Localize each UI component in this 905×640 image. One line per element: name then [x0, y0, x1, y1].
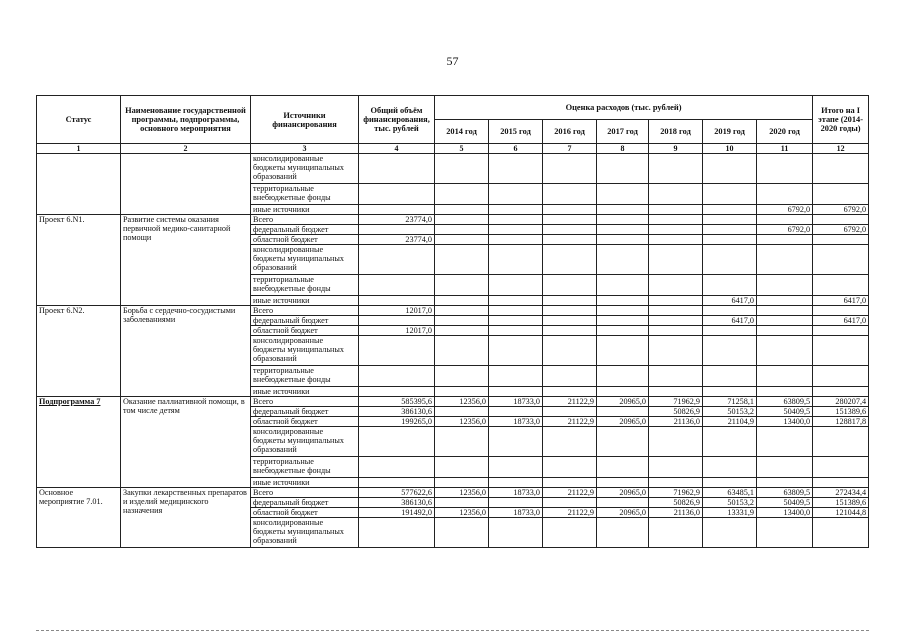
row-value — [543, 316, 597, 326]
row-value — [597, 316, 649, 326]
column-number: 9 — [649, 144, 703, 154]
row-value — [435, 427, 489, 457]
column-number: 7 — [543, 144, 597, 154]
row-value — [435, 306, 489, 316]
row-value: 6792,0 — [813, 205, 869, 215]
row-value — [543, 387, 597, 397]
row-value — [757, 518, 813, 548]
row-value — [649, 316, 703, 326]
row-value: 280207,4 — [813, 397, 869, 407]
row-value: 12356,0 — [435, 397, 489, 407]
row-value — [359, 205, 435, 215]
row-status — [37, 154, 121, 215]
column-number: 2 — [121, 144, 251, 154]
header-year: 2019 год — [703, 120, 757, 144]
row-value — [757, 366, 813, 387]
row-source: федеральный бюджет — [251, 498, 359, 508]
row-value — [703, 387, 757, 397]
header-year: 2017 год — [597, 120, 649, 144]
row-value: 50153,2 — [703, 407, 757, 417]
row-value — [813, 518, 869, 548]
table-row — [37, 306, 869, 316]
row-value — [813, 387, 869, 397]
row-value — [597, 275, 649, 296]
row-value — [757, 326, 813, 336]
row-source: консолидированные бюджеты муниципальных образований — [251, 427, 359, 457]
row-value — [757, 245, 813, 275]
row-value — [489, 518, 543, 548]
row-value — [543, 457, 597, 478]
row-value — [703, 275, 757, 296]
row-value: 23774,0 — [359, 235, 435, 245]
row-value — [597, 205, 649, 215]
row-value — [649, 184, 703, 205]
row-value — [359, 336, 435, 366]
row-status-text: Основное мероприятие 7.01. — [39, 488, 103, 506]
header-status: Статус — [37, 96, 121, 144]
row-value — [649, 296, 703, 306]
row-value — [543, 205, 597, 215]
row-value — [813, 275, 869, 296]
row-value: 20965,0 — [597, 508, 649, 518]
row-value — [757, 306, 813, 316]
row-value — [543, 336, 597, 366]
row-value — [435, 184, 489, 205]
row-value — [489, 245, 543, 275]
row-value — [489, 336, 543, 366]
page-number: 57 — [446, 54, 459, 68]
row-value: 63485,1 — [703, 488, 757, 498]
row-value: 21122,9 — [543, 488, 597, 498]
row-value: 12017,0 — [359, 326, 435, 336]
row-value — [435, 235, 489, 245]
row-source: областной бюджет — [251, 508, 359, 518]
row-value — [359, 427, 435, 457]
row-value — [435, 296, 489, 306]
row-value — [597, 518, 649, 548]
row-value — [703, 366, 757, 387]
row-value: 63809,5 — [757, 488, 813, 498]
row-value — [649, 235, 703, 245]
row-value — [703, 205, 757, 215]
column-number: 6 — [489, 144, 543, 154]
row-value — [703, 336, 757, 366]
row-source: федеральный бюджет — [251, 225, 359, 235]
header-name: Наименование государственной программы, подпрограммы, основного мероприятия — [121, 96, 251, 144]
row-value: 12356,0 — [435, 488, 489, 498]
row-value — [489, 457, 543, 478]
row-value — [435, 245, 489, 275]
row-value — [359, 275, 435, 296]
row-value — [703, 245, 757, 275]
row-value — [435, 225, 489, 235]
row-value: 21122,9 — [543, 397, 597, 407]
row-value — [757, 154, 813, 184]
row-value — [597, 336, 649, 366]
table-row — [37, 215, 869, 225]
row-value — [597, 427, 649, 457]
row-value — [757, 336, 813, 366]
row-value — [757, 184, 813, 205]
row-value: 20965,0 — [597, 397, 649, 407]
row-value — [359, 316, 435, 326]
row-status — [37, 215, 121, 306]
row-value — [597, 215, 649, 225]
row-value — [703, 235, 757, 245]
row-value: 128817,8 — [813, 417, 869, 427]
row-value — [543, 154, 597, 184]
row-value — [813, 306, 869, 316]
row-value: 21122,9 — [543, 417, 597, 427]
row-value: 50409,5 — [757, 498, 813, 508]
budget-table — [36, 95, 869, 548]
row-value: 20965,0 — [597, 417, 649, 427]
column-number: 8 — [597, 144, 649, 154]
row-value — [543, 326, 597, 336]
row-value: 21104,9 — [703, 417, 757, 427]
row-value: 13400,0 — [757, 417, 813, 427]
row-value — [597, 235, 649, 245]
row-value — [703, 306, 757, 316]
row-value — [813, 235, 869, 245]
row-source: территориальные внебюджетные фонды — [251, 184, 359, 205]
row-value — [435, 316, 489, 326]
row-value: 18733,0 — [489, 397, 543, 407]
row-source: территориальные внебюджетные фонды — [251, 275, 359, 296]
row-value: 71258,1 — [703, 397, 757, 407]
row-value — [489, 225, 543, 235]
row-value: 199265,0 — [359, 417, 435, 427]
row-name: Закупки лекарственных препаратов и изделий медицинского назначения — [121, 488, 251, 548]
row-value: 63809,5 — [757, 397, 813, 407]
row-value — [543, 366, 597, 387]
row-value — [359, 366, 435, 387]
row-value — [649, 275, 703, 296]
row-value — [543, 296, 597, 306]
row-source: Всего — [251, 488, 359, 498]
row-value — [359, 154, 435, 184]
row-value — [649, 306, 703, 316]
row-value: 21136,0 — [649, 508, 703, 518]
row-value: 272434,4 — [813, 488, 869, 498]
row-source: Всего — [251, 215, 359, 225]
row-value — [435, 205, 489, 215]
row-value — [757, 215, 813, 225]
row-value: 18733,0 — [489, 417, 543, 427]
row-value — [597, 306, 649, 316]
row-source: иные источники — [251, 205, 359, 215]
row-value — [543, 306, 597, 316]
row-value: 71962,9 — [649, 397, 703, 407]
row-value — [649, 225, 703, 235]
row-value: 50826,9 — [649, 498, 703, 508]
row-value — [813, 336, 869, 366]
row-value: 151389,6 — [813, 498, 869, 508]
row-value — [649, 427, 703, 457]
column-number: 5 — [435, 144, 489, 154]
header-year: 2014 год — [435, 120, 489, 144]
row-value — [489, 387, 543, 397]
row-value — [813, 245, 869, 275]
row-value: 12017,0 — [359, 306, 435, 316]
row-source: областной бюджет — [251, 235, 359, 245]
row-source: иные источники — [251, 387, 359, 397]
column-number: 11 — [757, 144, 813, 154]
row-value — [813, 457, 869, 478]
row-source: территориальные внебюджетные фонды — [251, 457, 359, 478]
row-value — [757, 457, 813, 478]
row-value — [489, 296, 543, 306]
row-source: федеральный бюджет — [251, 316, 359, 326]
row-value — [703, 326, 757, 336]
row-value — [757, 427, 813, 457]
row-value — [649, 336, 703, 366]
row-value — [359, 387, 435, 397]
row-value: 20965,0 — [597, 488, 649, 498]
row-value: 18733,0 — [489, 508, 543, 518]
row-value — [597, 498, 649, 508]
row-value — [435, 366, 489, 387]
row-value — [813, 478, 869, 488]
row-value: 13400,0 — [757, 508, 813, 518]
row-value: 386130,6 — [359, 498, 435, 508]
row-status-text: Подпрограмма 7 — [39, 397, 101, 406]
row-source: иные источники — [251, 296, 359, 306]
column-number: 4 — [359, 144, 435, 154]
row-value — [597, 225, 649, 235]
row-value — [489, 366, 543, 387]
header-year: 2015 год — [489, 120, 543, 144]
row-name — [121, 154, 251, 215]
row-status — [37, 488, 121, 548]
row-value — [649, 215, 703, 225]
row-value — [757, 478, 813, 488]
row-value — [489, 184, 543, 205]
row-value — [649, 366, 703, 387]
row-value — [597, 154, 649, 184]
row-value — [757, 316, 813, 326]
row-value: 50826,9 — [649, 407, 703, 417]
row-value: 6792,0 — [757, 225, 813, 235]
row-value — [435, 457, 489, 478]
header-year: 2018 год — [649, 120, 703, 144]
row-value — [543, 215, 597, 225]
row-value — [543, 275, 597, 296]
row-value — [359, 296, 435, 306]
row-value: 6417,0 — [703, 316, 757, 326]
row-value — [757, 387, 813, 397]
row-value — [543, 407, 597, 417]
header-year: 2020 год — [757, 120, 813, 144]
row-value — [597, 245, 649, 275]
row-value — [359, 457, 435, 478]
row-value — [543, 498, 597, 508]
row-value — [543, 478, 597, 488]
row-value — [813, 326, 869, 336]
row-value: 13331,9 — [703, 508, 757, 518]
row-source: консолидированные бюджеты муниципальных образований — [251, 518, 359, 548]
row-source: Всего — [251, 306, 359, 316]
row-value — [813, 427, 869, 457]
row-value — [359, 518, 435, 548]
row-value — [435, 478, 489, 488]
row-value: 577622,6 — [359, 488, 435, 498]
row-value: 6792,0 — [813, 225, 869, 235]
row-value: 585395,6 — [359, 397, 435, 407]
row-value — [649, 205, 703, 215]
row-value — [597, 296, 649, 306]
row-value — [813, 215, 869, 225]
row-value — [435, 336, 489, 366]
row-value — [649, 154, 703, 184]
row-value — [649, 387, 703, 397]
row-source: консолидированные бюджеты муниципальных образований — [251, 154, 359, 184]
row-source: областной бюджет — [251, 326, 359, 336]
row-value — [489, 407, 543, 417]
row-value — [703, 154, 757, 184]
row-value — [813, 154, 869, 184]
row-value — [543, 235, 597, 245]
row-value — [435, 215, 489, 225]
row-name: Борьба с сердечно-сосудистыми заболеваниями — [121, 306, 251, 397]
column-number: 3 — [251, 144, 359, 154]
row-value — [703, 427, 757, 457]
row-value — [813, 184, 869, 205]
row-value: 12356,0 — [435, 508, 489, 518]
row-value — [813, 366, 869, 387]
row-value — [435, 154, 489, 184]
row-value — [597, 387, 649, 397]
row-source: иные источники — [251, 478, 359, 488]
row-value — [489, 205, 543, 215]
row-value — [489, 478, 543, 488]
row-value — [649, 457, 703, 478]
row-value: 21122,9 — [543, 508, 597, 518]
row-source: областной бюджет — [251, 417, 359, 427]
header-estimate: Оценка расходов (тыс. рублей) — [435, 96, 813, 120]
row-source: Всего — [251, 397, 359, 407]
header-total-volume: Общий объём финансирования, тыс. рублей — [359, 96, 435, 144]
row-value — [489, 215, 543, 225]
row-source: консолидированные бюджеты муниципальных образований — [251, 245, 359, 275]
row-value — [543, 427, 597, 457]
column-number: 1 — [37, 144, 121, 154]
row-value — [649, 326, 703, 336]
row-value — [597, 184, 649, 205]
column-number: 10 — [703, 144, 757, 154]
row-value — [757, 296, 813, 306]
row-value — [757, 275, 813, 296]
row-value: 12356,0 — [435, 417, 489, 427]
row-name: Оказание паллиативной помощи, в том числе детям — [121, 397, 251, 488]
row-value — [649, 478, 703, 488]
row-value: 23774,0 — [359, 215, 435, 225]
row-value — [703, 184, 757, 205]
row-value — [489, 154, 543, 184]
row-value — [543, 245, 597, 275]
row-value — [597, 407, 649, 417]
row-value — [359, 245, 435, 275]
row-value — [359, 184, 435, 205]
row-value: 50153,2 — [703, 498, 757, 508]
table-row — [37, 397, 869, 407]
row-value — [597, 478, 649, 488]
row-value: 6792,0 — [757, 205, 813, 215]
row-value — [543, 184, 597, 205]
row-value: 191492,0 — [359, 508, 435, 518]
row-value — [489, 427, 543, 457]
row-value — [489, 316, 543, 326]
row-value: 50409,5 — [757, 407, 813, 417]
row-value — [435, 518, 489, 548]
row-source: консолидированные бюджеты муниципальных образований — [251, 336, 359, 366]
row-source: территориальные внебюджетные фонды — [251, 366, 359, 387]
row-status — [37, 397, 121, 488]
row-value — [489, 306, 543, 316]
row-value — [703, 518, 757, 548]
row-value — [703, 215, 757, 225]
row-value: 6417,0 — [703, 296, 757, 306]
row-value: 18733,0 — [489, 488, 543, 498]
column-number: 12 — [813, 144, 869, 154]
row-value — [703, 225, 757, 235]
header-sources: Источники финансирования — [251, 96, 359, 144]
row-status — [37, 306, 121, 397]
row-value — [435, 275, 489, 296]
row-name: Развитие системы оказания первичной медико-санитарной помощи — [121, 215, 251, 306]
row-value: 121044,8 — [813, 508, 869, 518]
row-value — [435, 407, 489, 417]
row-value: 21136,0 — [649, 417, 703, 427]
row-value — [489, 326, 543, 336]
row-status-text: Проект 6.N1. — [39, 215, 85, 224]
header-year: 2016 год — [543, 120, 597, 144]
row-value — [649, 518, 703, 548]
row-value — [597, 366, 649, 387]
row-source: федеральный бюджет — [251, 407, 359, 417]
row-value — [435, 498, 489, 508]
header-stage-total: Итого на I этапе (2014-2020 годы) — [813, 96, 869, 144]
table-row — [37, 488, 869, 498]
row-value — [489, 275, 543, 296]
row-value: 71962,9 — [649, 488, 703, 498]
row-value — [757, 235, 813, 245]
page-bottom-rule — [36, 630, 869, 631]
row-value — [649, 245, 703, 275]
row-value — [359, 478, 435, 488]
row-value — [359, 225, 435, 235]
row-value: 386130,6 — [359, 407, 435, 417]
row-status-text: Проект 6.N2. — [39, 306, 85, 315]
row-value — [435, 326, 489, 336]
row-value — [703, 478, 757, 488]
row-value — [543, 225, 597, 235]
row-value — [543, 518, 597, 548]
row-value — [489, 498, 543, 508]
table-row — [37, 154, 869, 184]
row-value: 6417,0 — [813, 316, 869, 326]
row-value — [597, 326, 649, 336]
row-value: 151389,6 — [813, 407, 869, 417]
row-value — [435, 387, 489, 397]
row-value — [597, 457, 649, 478]
row-value — [703, 457, 757, 478]
row-value — [489, 235, 543, 245]
row-value: 6417,0 — [813, 296, 869, 306]
